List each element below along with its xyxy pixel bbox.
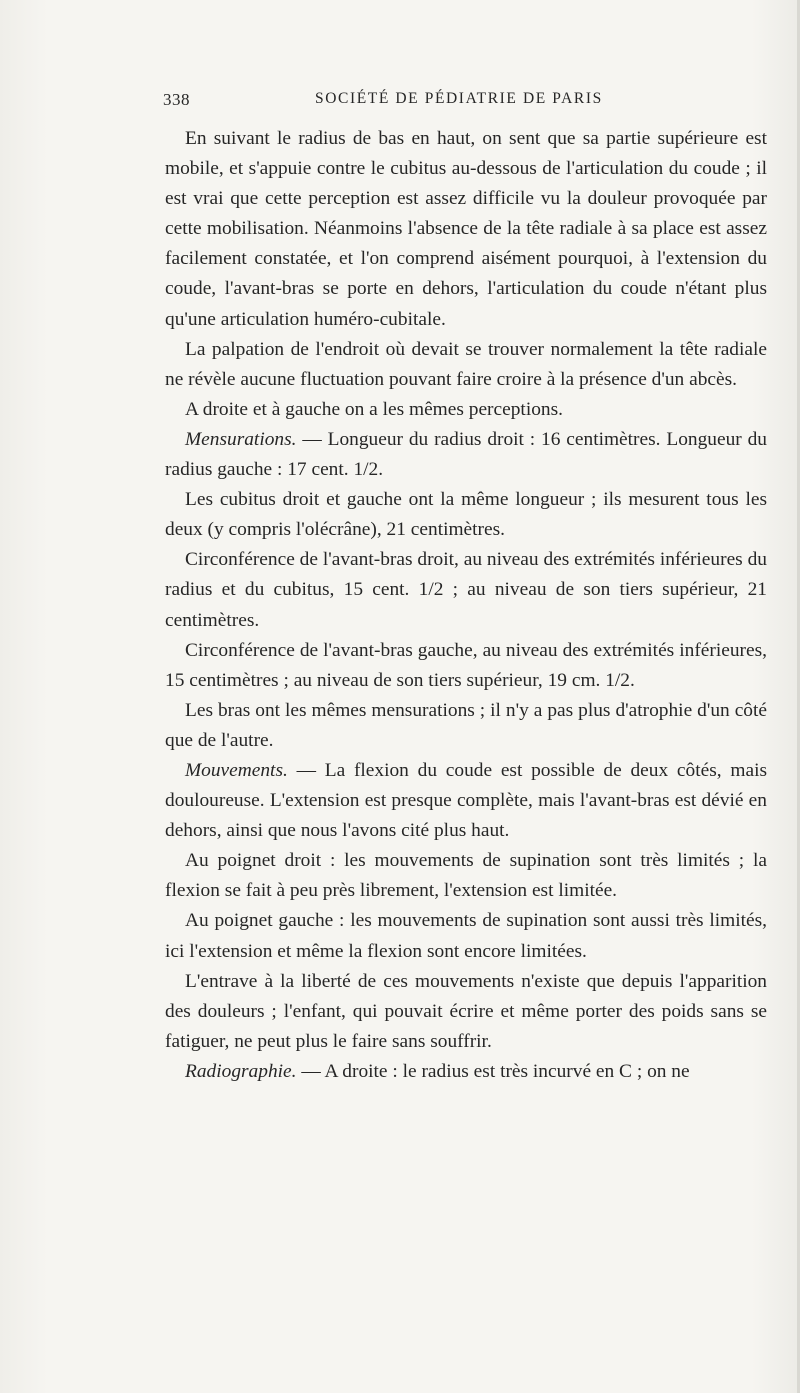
paragraph: Les bras ont les mêmes mensurations ; il n'y a pas plus d'atrophie d'un côté que de l'autre. — [165, 699, 767, 751]
section-lead: Mensurations. — [185, 428, 297, 450]
paragraph: La palpation de l'endroit où devait se trouver normalement la tête radiale ne révèle aucune fluctuation pouvant faire croire à la présence d'un abcès. — [165, 338, 767, 390]
section-lead: Mouvements. — [185, 759, 288, 781]
paragraph: Circonférence de l'avant-bras droit, au niveau des extrémités inférieures du radius et du cubitus, 15 cent. 1/2 ; au niveau de son tiers supérieur, 21 centimètres. — [165, 549, 767, 631]
paragraph: Mensurations. — Longueur du radius droit : 16 centimètres. Longueur du radius gauche : 17 cent. 1/2. — [165, 428, 767, 481]
paragraph: Mouvements. — La flexion du coude est possible de deux côtés, mais douloureuse. L'extension est presque complète, mais l'avant-bras est dévié en dehors, ainsi que nous l'avons cité plus haut. — [165, 759, 767, 842]
paragraph: Au poignet droit : les mouvements de supination sont très limités ; la flexion se fait à peu près librement, l'extension est limitée. — [165, 850, 767, 902]
paragraph: L'entrave à la liberté de ces mouvements n'existe que depuis l'apparition des douleurs ; l'enfant, qui pouvait écrire et même porter des poids sans se fatiguer, ne peut plus le faire sans souffrir. — [165, 970, 767, 1052]
paragraph: A droite et à gauche on a les mêmes perceptions. — [185, 398, 563, 420]
paragraph: Radiographie. — A droite : le radius est très incurvé en C ; on ne — [185, 1060, 690, 1082]
paragraph: En suivant le radius de bas en haut, on sent que sa partie supérieure est mobile, et s'appuie contre le cubitus au-dessous de l'articulation du coude ; il est vrai que cette perception est assez difficile vu la douleur provoquée par cette mobilisation. Néanmoins l'absence de la tête radiale à sa place est assez facilement constatée, et l'on comprend aisément pourquoi, à l'extension du coude, l'avant-bras se porte en dehors, l'articulation du coude n'étant plus qu'une articulation huméro-cubitale. — [165, 128, 767, 330]
section-lead: Radiographie. — [185, 1060, 297, 1082]
running-title: SOCIÉTÉ DE PÉDIATRIE DE PARIS — [315, 90, 603, 107]
paragraph: Circonférence de l'avant-bras gauche, au niveau des extrémités inférieures, 15 centimètres ; au niveau de son tiers supérieur, 19 cm. 1/2. — [165, 639, 767, 691]
running-head — [163, 90, 763, 114]
body-text — [165, 124, 767, 1087]
paragraph: Au poignet gauche : les mouvements de supination sont aussi très limités, ici l'extension et même la flexion sont encore limitées. — [165, 910, 767, 962]
page-number: 338 — [163, 90, 190, 109]
paragraph: Les cubitus droit et gauche ont la même longueur ; ils mesurent tous les deux (y compris l'olécrâne), 21 centimètres. — [165, 489, 767, 541]
